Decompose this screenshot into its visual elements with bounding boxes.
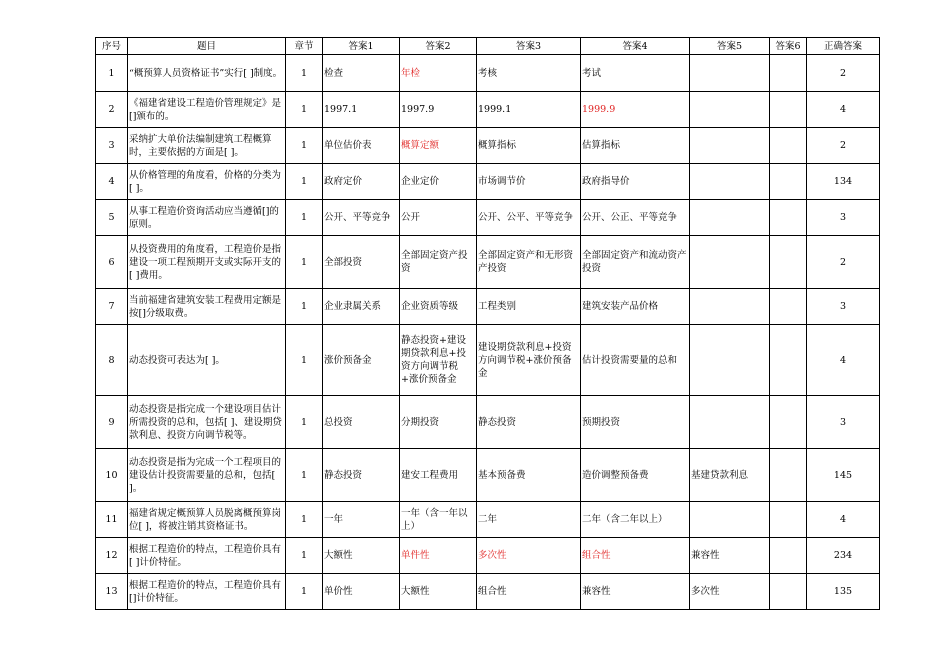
question-row: [96, 236, 880, 289]
answer-6: [770, 164, 807, 200]
question-row: [96, 289, 880, 325]
answer-3: 考核: [477, 55, 581, 92]
answer-5: [690, 236, 770, 289]
answer-6: [770, 128, 807, 164]
answer-3: 概算指标: [477, 128, 581, 164]
answer-3: 工程类别: [477, 289, 581, 325]
row-number: 8: [96, 325, 128, 396]
answer-1: 全部投资: [323, 236, 400, 289]
chapter: 1: [286, 164, 323, 200]
answer-1: 检查: [323, 55, 400, 92]
answer-5: [690, 55, 770, 92]
row-number: 6: [96, 236, 128, 289]
question-row: [96, 164, 880, 200]
answer-2: 公开: [400, 200, 477, 236]
row-number: 5: [96, 200, 128, 236]
row-number: 4: [96, 164, 128, 200]
chapter: 1: [286, 574, 323, 610]
answer-3: 静态投资: [477, 396, 581, 449]
question-text: 根据工程造价的特点，工程造价具有[ ]计价特征。: [128, 538, 286, 574]
answer-6: [770, 396, 807, 449]
header-row: [96, 38, 880, 55]
answer-3: 多次性: [477, 538, 581, 574]
answer-6: [770, 55, 807, 92]
row-number: 13: [96, 574, 128, 610]
chapter: 1: [286, 396, 323, 449]
answer-1: 企业隶属关系: [323, 289, 400, 325]
question-row: [96, 449, 880, 502]
correct-answer: 2: [807, 55, 880, 92]
answer-2: 单件性: [400, 538, 477, 574]
question-text: 从价格管理的角度看，价格的分类为[ ]。: [128, 164, 286, 200]
answer-1: 公开、平等竞争: [323, 200, 400, 236]
answer-3: 全部固定资产和无形资产投资: [477, 236, 581, 289]
answer-2: 分期投资: [400, 396, 477, 449]
question-row: [96, 200, 880, 236]
correct-answer: 134: [807, 164, 880, 200]
correct-answer: 2: [807, 236, 880, 289]
answer-3: 组合性: [477, 574, 581, 610]
correct-answer: 2: [807, 128, 880, 164]
question-sheet: [95, 37, 880, 610]
answer-3: 二年: [477, 502, 581, 538]
answer-2: 1997.9: [400, 92, 477, 128]
answer-6: [770, 449, 807, 502]
question-rows: [96, 55, 880, 610]
header-answer-1: 答案1: [323, 38, 400, 55]
answer-5: [690, 502, 770, 538]
answer-2: 年检: [400, 55, 477, 92]
answer-2: 大额性: [400, 574, 477, 610]
question-text: “概预算人员资格证书”实行[ ]制度。: [128, 55, 286, 92]
chapter: 1: [286, 449, 323, 502]
chapter: 1: [286, 236, 323, 289]
answer-2: 全部固定资产投资: [400, 236, 477, 289]
question-row: [96, 92, 880, 128]
question-text: 《福建省建设工程造价管理规定》是[]颁布的。: [128, 92, 286, 128]
correct-answer: 3: [807, 289, 880, 325]
answer-4: 估计投资需要量的总和: [581, 325, 690, 396]
answer-5: [690, 289, 770, 325]
question-row: [96, 538, 880, 574]
question-row: [96, 128, 880, 164]
answer-5: 兼容性: [690, 538, 770, 574]
question-text: 从事工程造价资询活动应当遵循[]的原则。: [128, 200, 286, 236]
correct-answer: 234: [807, 538, 880, 574]
question-row: [96, 325, 880, 396]
row-number: 3: [96, 128, 128, 164]
header-answer-4: 答案4: [581, 38, 690, 55]
answer-6: [770, 92, 807, 128]
answer-5: 基建贷款利息: [690, 449, 770, 502]
answer-2: 静态投资+建设期贷款利息+投资方向调节税+涨价预备金: [400, 325, 477, 396]
header-correct-answer: 正确答案: [807, 38, 880, 55]
answer-4: 考试: [581, 55, 690, 92]
answer-2: 企业资质等级: [400, 289, 477, 325]
answer-1: 单价性: [323, 574, 400, 610]
chapter: 1: [286, 289, 323, 325]
answer-4: 组合性: [581, 538, 690, 574]
question-text: 根据工程造价的特点，工程造价具有[]计价特征。: [128, 574, 286, 610]
answer-6: [770, 325, 807, 396]
header-answer-5: 答案5: [690, 38, 770, 55]
correct-answer: 4: [807, 325, 880, 396]
header-no: 序号: [96, 38, 128, 55]
question-text: 动态投资是指为完成一个工程项目的建设估计投资需要量的总和，包括[ ]。: [128, 449, 286, 502]
chapter: 1: [286, 92, 323, 128]
answer-5: [690, 396, 770, 449]
answer-6: [770, 236, 807, 289]
chapter: 1: [286, 502, 323, 538]
answer-5: [690, 164, 770, 200]
header-answer-2: 答案2: [400, 38, 477, 55]
answer-4: 预期投资: [581, 396, 690, 449]
question-table: [95, 37, 880, 610]
question-text: 当前福建省建筑安装工程费用定额是按[]分级取费。: [128, 289, 286, 325]
answer-4: 二年（含二年以上）: [581, 502, 690, 538]
question-row: [96, 396, 880, 449]
answer-1: 政府定价: [323, 164, 400, 200]
row-number: 9: [96, 396, 128, 449]
question-text: 动态投资可表达为[ ]。: [128, 325, 286, 396]
answer-3: 公开、公平、平等竞争: [477, 200, 581, 236]
answer-4: 建筑安装产品价格: [581, 289, 690, 325]
answer-6: [770, 502, 807, 538]
header-answer-3: 答案3: [477, 38, 581, 55]
answer-1: 1997.1: [323, 92, 400, 128]
row-number: 10: [96, 449, 128, 502]
answer-5: [690, 325, 770, 396]
answer-4: 1999.9: [581, 92, 690, 128]
answer-5: [690, 200, 770, 236]
answer-3: 基本预备费: [477, 449, 581, 502]
question-row: [96, 55, 880, 92]
answer-2: 建安工程费用: [400, 449, 477, 502]
answer-1: 一年: [323, 502, 400, 538]
row-number: 12: [96, 538, 128, 574]
question-text: 动态投资是指完成一个建设项目估计所需投资的总和，包括[ ]、建设期贷款利息、投资方向调节税等。: [128, 396, 286, 449]
answer-5: [690, 128, 770, 164]
question-text: 从投资费用的角度看，工程造价是指建设一项工程预期开支或实际开支的[ ]费用。: [128, 236, 286, 289]
chapter: 1: [286, 200, 323, 236]
question-text: 福建省规定概预算人员脱离概预算岗位[ ]，将被注销其资格证书。: [128, 502, 286, 538]
chapter: 1: [286, 325, 323, 396]
row-number: 7: [96, 289, 128, 325]
row-number: 2: [96, 92, 128, 128]
header-question: 题目: [128, 38, 286, 55]
correct-answer: 4: [807, 502, 880, 538]
answer-1: 单位估价表: [323, 128, 400, 164]
row-number: 11: [96, 502, 128, 538]
answer-3: 市场调节价: [477, 164, 581, 200]
chapter: 1: [286, 128, 323, 164]
answer-3: 建设期贷款利息+投资方向调节税+涨价预备金: [477, 325, 581, 396]
question-row: [96, 502, 880, 538]
correct-answer: 4: [807, 92, 880, 128]
correct-answer: 3: [807, 396, 880, 449]
answer-6: [770, 538, 807, 574]
answer-4: 全部固定资产和流动资产投资: [581, 236, 690, 289]
answer-6: [770, 289, 807, 325]
answer-1: 涨价预备金: [323, 325, 400, 396]
answer-1: 大额性: [323, 538, 400, 574]
answer-4: 政府指导价: [581, 164, 690, 200]
answer-1: 静态投资: [323, 449, 400, 502]
question-text: 采纳扩大单价法编制建筑工程概算时，主要依据的方面是[ ]。: [128, 128, 286, 164]
answer-2: 一年（含一年以上）: [400, 502, 477, 538]
answer-4: 造价调整预备费: [581, 449, 690, 502]
header-chapter: 章节: [286, 38, 323, 55]
correct-answer: 145: [807, 449, 880, 502]
answer-5: [690, 92, 770, 128]
chapter: 1: [286, 538, 323, 574]
answer-4: 兼容性: [581, 574, 690, 610]
chapter: 1: [286, 55, 323, 92]
answer-5: 多次性: [690, 574, 770, 610]
answer-4: 估算指标: [581, 128, 690, 164]
header-answer-6: 答案6: [770, 38, 807, 55]
correct-answer: 3: [807, 200, 880, 236]
answer-2: 企业定价: [400, 164, 477, 200]
answer-3: 1999.1: [477, 92, 581, 128]
answer-1: 总投资: [323, 396, 400, 449]
answer-6: [770, 200, 807, 236]
answer-2: 概算定额: [400, 128, 477, 164]
answer-4: 公开、公正、平等竞争: [581, 200, 690, 236]
row-number: 1: [96, 55, 128, 92]
answer-6: [770, 574, 807, 610]
question-row: [96, 574, 880, 610]
correct-answer: 135: [807, 574, 880, 610]
